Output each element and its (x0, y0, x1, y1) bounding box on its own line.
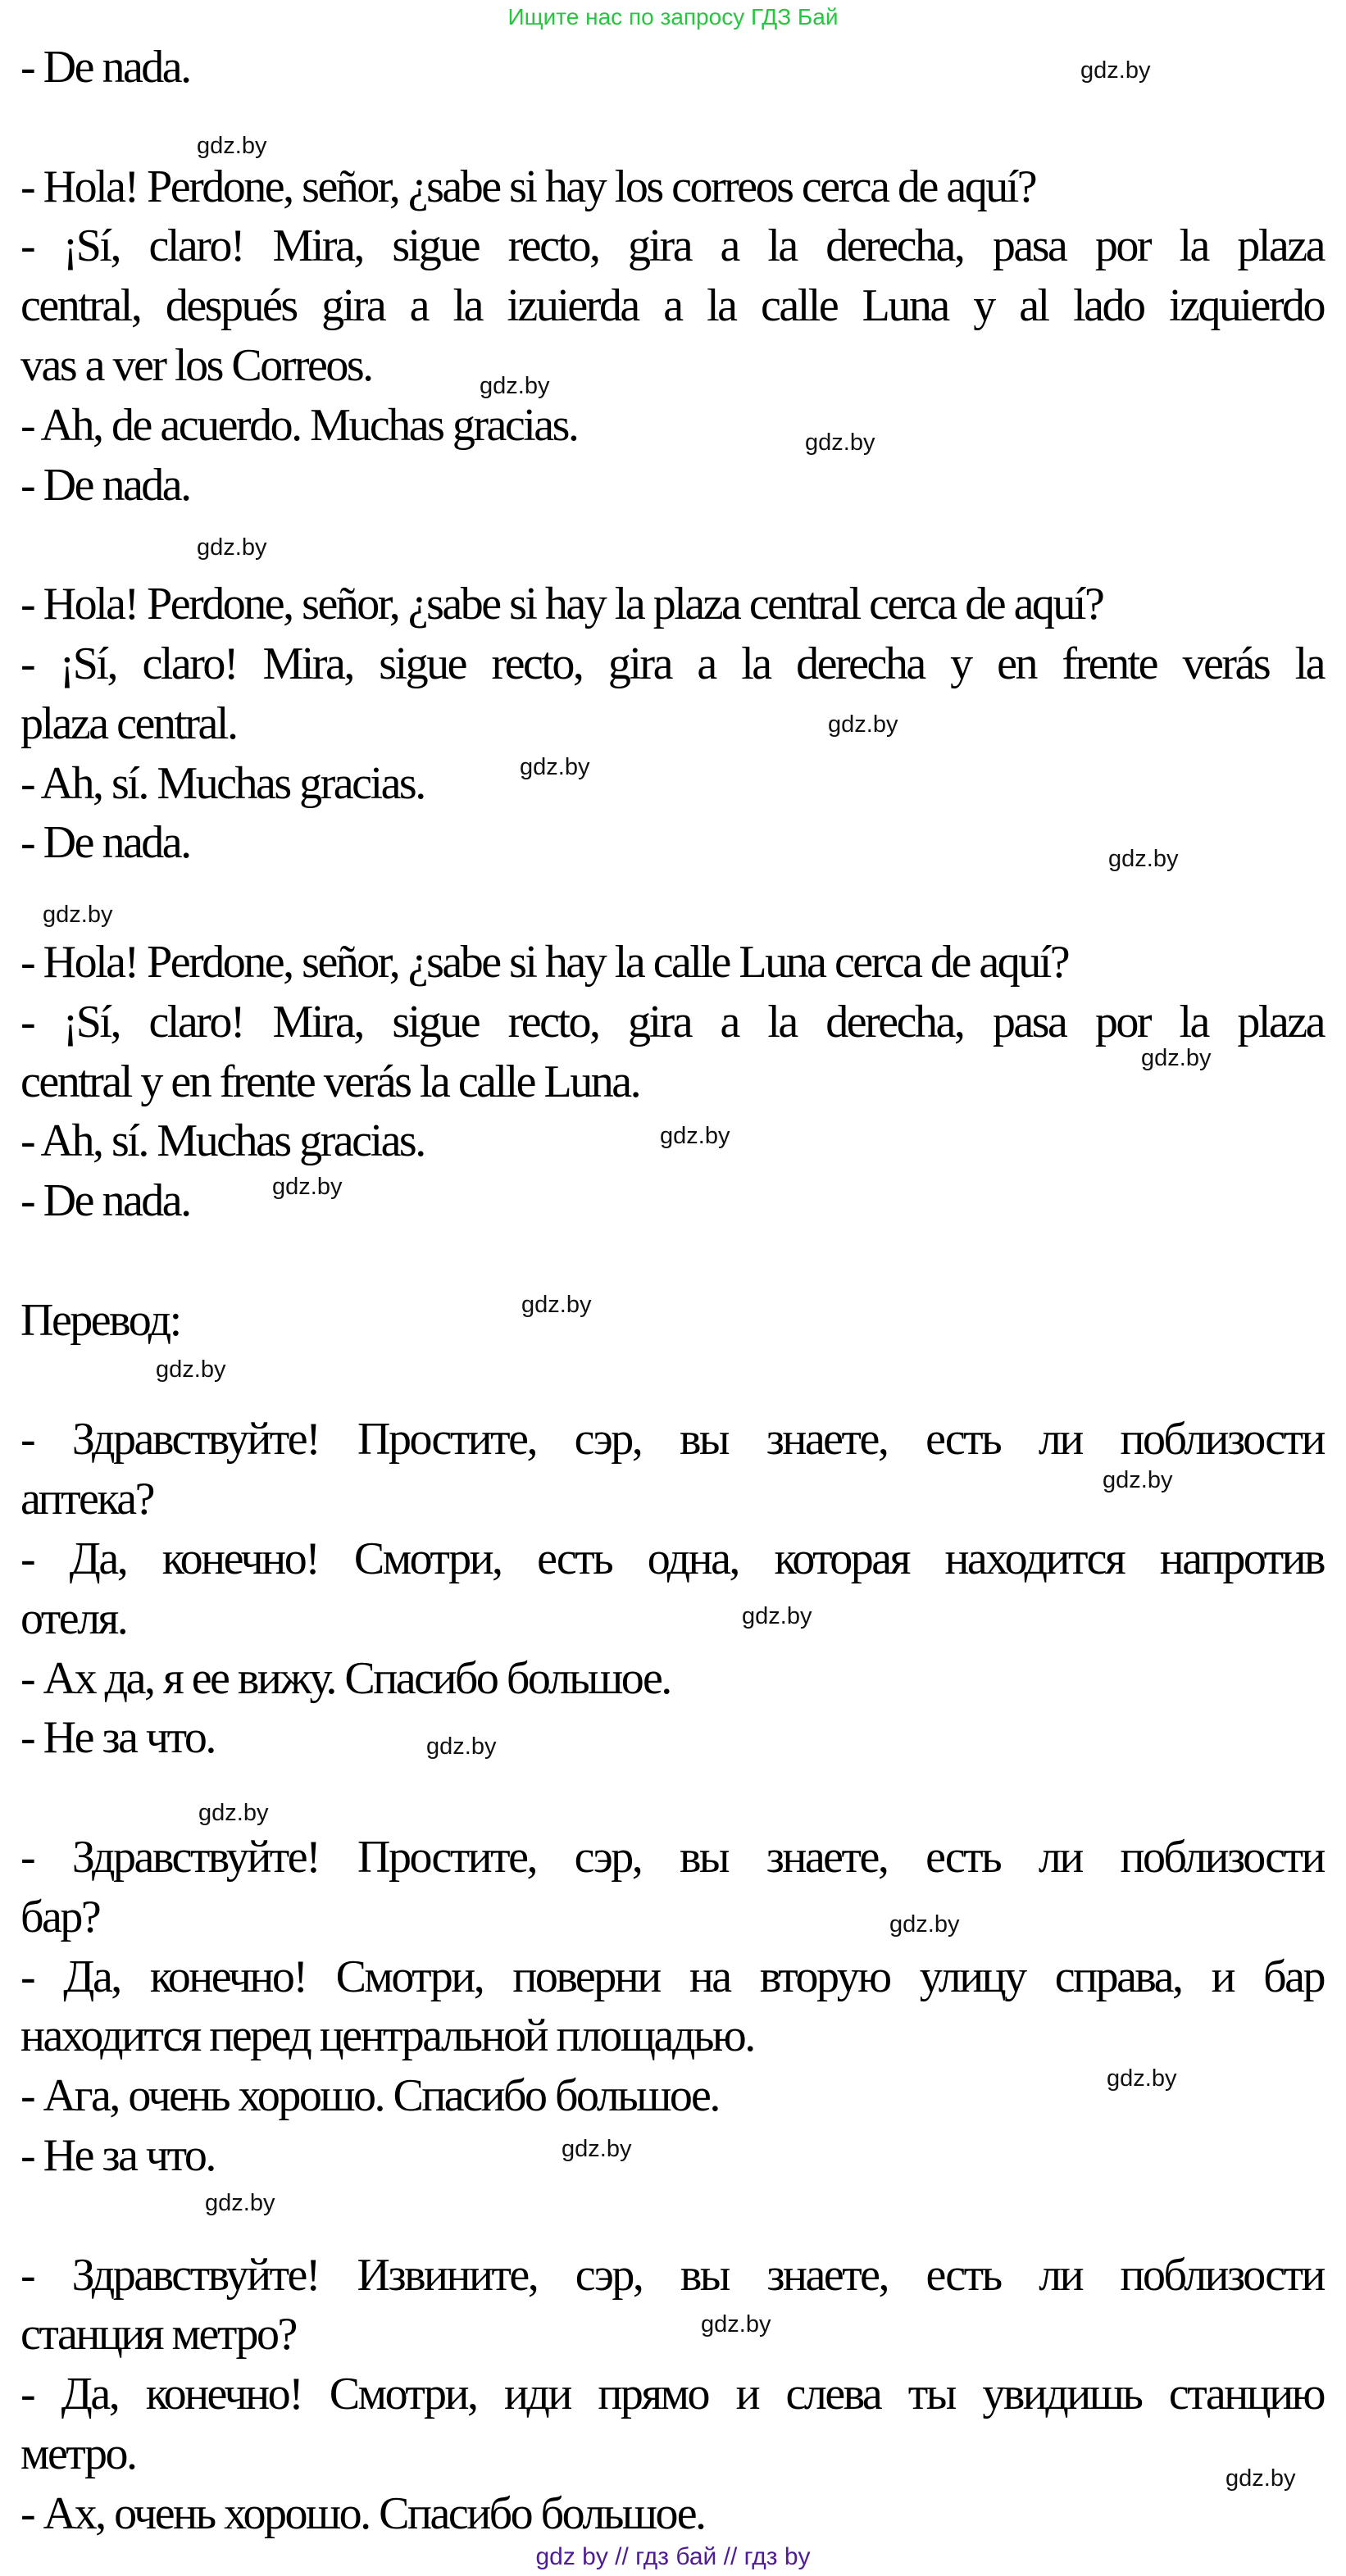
gdz-watermark: gdz.by (197, 133, 267, 159)
gdz-watermark: gdz.by (480, 373, 550, 399)
dialog-line: - Да, конечно! Смотри, есть одна, которая находится напротив (20, 1533, 1324, 1584)
gdz-watermark: gdz.by (1103, 1467, 1173, 1493)
dialog-line: бар? (20, 1892, 100, 1942)
dialog-line: plaza central. (20, 698, 237, 749)
dialog-line: - De nada. (20, 1175, 190, 1226)
dialog-line: - Ah, sí. Muchas gracias. (20, 1115, 425, 1166)
gdz-watermark: gdz.by (205, 2190, 275, 2216)
gdz-watermark: gdz.by (1108, 846, 1179, 872)
gdz-watermark: gdz.by (701, 2311, 771, 2337)
dialog-line: - Ах, очень хорошо. Спасибо большое. (20, 2488, 705, 2539)
dialog-line: - De nada. (20, 817, 190, 868)
gdz-watermark: gdz.by (889, 1911, 960, 1938)
dialog-line: - ¡Sí, claro! Mira, sigue recto, gira a la derecha, pasa por la plaza (20, 997, 1324, 1047)
gdz-watermark: gdz.by (1225, 2465, 1296, 2492)
dialog-line: станция метро? (20, 2309, 296, 2360)
dialog-line: аптека? (20, 1474, 153, 1524)
dialog-line: отеля. (20, 1593, 127, 1644)
gdz-watermark: gdz.by (742, 1603, 812, 1629)
dialog-line: - Здравствуйте! Простите, сэр, вы знаете, есть ли поблизости (20, 1414, 1324, 1465)
dialog-line: central, después gira a la izuierda a la calle Luna y al lado izquierdo (20, 280, 1324, 331)
dialog-line: - Ах да, я ее вижу. Спасибо большое. (20, 1653, 671, 1704)
dialog-line: - De nada. (20, 460, 190, 511)
gdz-watermark: gdz.by (1141, 1045, 1212, 1071)
dialog-line: central y en frente verás la calle Luna. (20, 1056, 640, 1107)
dialog-line: - Не за что. (20, 2130, 215, 2181)
dialog-line: - Ah, de acuerdo. Muchas gracias. (20, 400, 578, 451)
dialog-line: - Ah, sí. Muchas gracias. (20, 758, 425, 809)
gdz-watermark: gdz.by (520, 754, 590, 780)
dialog-line: - Здравствуйте! Простите, сэр, вы знаете, есть ли поблизости (20, 1832, 1324, 1883)
translation-heading: Перевод: (20, 1295, 180, 1346)
dialog-line: - ¡Sí, claro! Mira, sigue recto, gira a la derecha, pasa por la plaza (20, 220, 1324, 271)
gdz-watermark: gdz.by (660, 1123, 730, 1149)
dialog-line: - Hola! Perdone, señor, ¿sabe si hay la plaza central cerca de aquí? (20, 579, 1103, 629)
gdz-watermark: gdz.by (521, 1292, 592, 1318)
dialog-line: - ¡Sí, claro! Mira, sigue recto, gira a la derecha y en frente verás la (20, 638, 1324, 689)
gdz-watermark: gdz.by (43, 902, 113, 928)
dialog-line: метро. (20, 2428, 136, 2479)
dialog-line: - Да, конечно! Смотри, иди прямо и слева ты увидишь станцию (20, 2369, 1324, 2419)
dialog-line: - Hola! Perdone, señor, ¿sabe si hay la calle Luna cerca de aquí? (20, 937, 1069, 988)
gdz-watermark: gdz.by (272, 1174, 343, 1200)
gdz-watermark: gdz.by (1107, 2065, 1177, 2092)
gdz-watermark: gdz.by (197, 534, 267, 561)
dialog-line: vas a ver los Correos. (20, 340, 372, 391)
gdz-watermark: gdz.by (562, 2136, 632, 2162)
gdz-watermark: gdz.by (805, 429, 875, 456)
dialog-line: - Да, конечно! Смотри, поверни на вторую улицу справа, и бар (20, 1951, 1324, 2002)
gdz-watermark: gdz.by (156, 1356, 226, 1383)
promo-header-text: Ищите нас по запросу ГДЗ Бай (507, 4, 839, 30)
gdz-watermark: gdz.by (198, 1800, 269, 1826)
site-footer-text: gdz by // гдз бай // гдз by (535, 2543, 811, 2570)
dialog-line: - Ага, очень хорошо. Спасибо большое. (20, 2070, 719, 2121)
gdz-watermark: gdz.by (426, 1733, 497, 1760)
dialog-line: - Hola! Perdone, señor, ¿sabe si hay los correos cerca de aquí? (20, 161, 1036, 212)
gdz-watermark: gdz.by (828, 711, 898, 738)
dialog-line: находится перед центральной площадью. (20, 2010, 754, 2061)
dialog-line: - Не за что. (20, 1712, 215, 1763)
dialog-line: - Здравствуйте! Извините, сэр, вы знаете, есть ли поблизости (20, 2250, 1324, 2301)
dialog-line: - De nada. (20, 42, 190, 93)
gdz-watermark: gdz.by (1080, 57, 1151, 84)
